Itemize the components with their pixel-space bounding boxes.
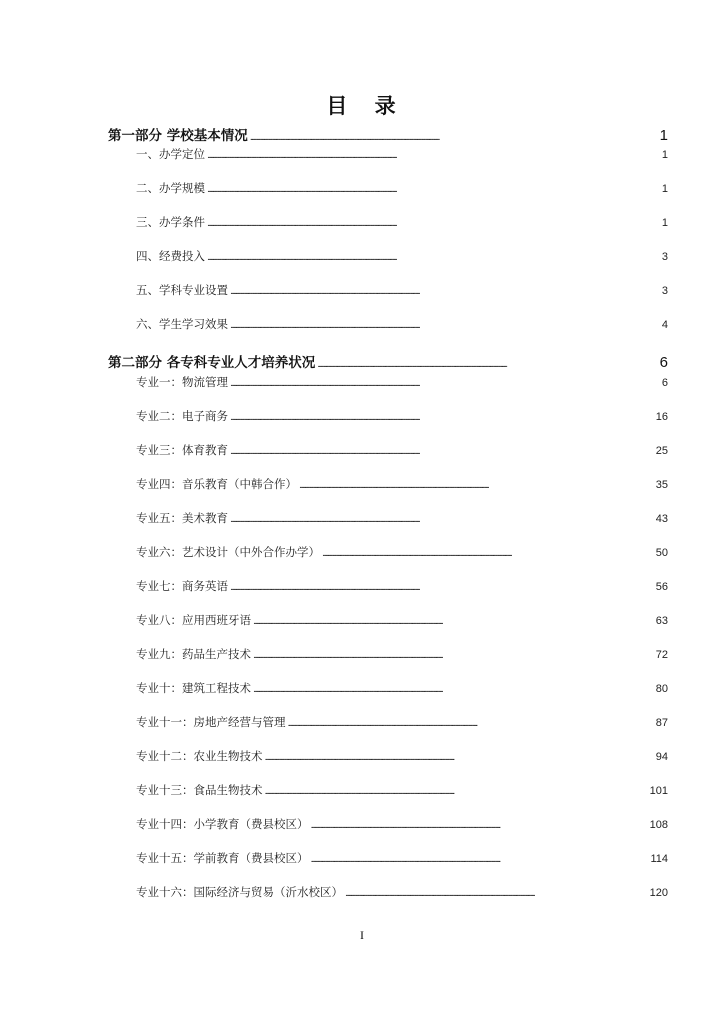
- toc-entry[interactable]: [136, 248, 668, 264]
- toc-entry-page-number: 1: [661, 183, 668, 195]
- toc-entry-page-number: 101: [649, 785, 668, 797]
- toc-entry-page-number: 3: [661, 251, 668, 263]
- toc-entry[interactable]: [136, 884, 668, 900]
- toc-entry-page-number: 3: [661, 285, 668, 297]
- toc-entry[interactable]: [136, 442, 668, 458]
- toc-entry-label: 专业一：物流管理: [136, 375, 228, 389]
- toc-entry-page-number: 43: [655, 513, 668, 525]
- dot-leader: [253, 647, 654, 661]
- toc-entry-page-number: 50: [655, 547, 668, 559]
- dot-leader: [299, 477, 654, 491]
- dot-leader: [253, 613, 654, 627]
- toc-entry[interactable]: [136, 680, 668, 696]
- dot-leader: [250, 128, 658, 144]
- dot-leader: [317, 355, 657, 371]
- toc-entry-page-number: 25: [655, 445, 668, 457]
- page-number-footer: I: [360, 928, 364, 942]
- toc-entry-label: 专业十二：农业生物技术: [136, 749, 263, 763]
- toc-entry-label: 专业十：建筑工程技术: [136, 681, 251, 695]
- toc-entry-page-number: 114: [650, 853, 668, 865]
- toc-entry-label: 专业四：音乐教育（中韩合作）: [136, 477, 297, 491]
- toc-entry-page-number: 63: [655, 615, 668, 627]
- dot-leader: [265, 783, 648, 797]
- toc-title: 目 录: [326, 94, 398, 118]
- toc-entry[interactable]: [136, 282, 668, 298]
- dot-leader: [207, 249, 660, 263]
- dot-leader: [230, 579, 654, 593]
- toc-entry[interactable]: [136, 214, 668, 230]
- toc-entry-page-number: 1: [659, 127, 668, 144]
- toc-entry-label: 专业十一：房地产经营与管理: [136, 715, 286, 729]
- toc-entry-page-number: 120: [649, 887, 668, 899]
- dot-leader: [311, 851, 649, 865]
- toc-entry-page-number: 56: [655, 581, 668, 593]
- toc-entry[interactable]: [136, 782, 668, 798]
- dot-leader: [207, 147, 660, 161]
- toc-entry-page-number: 1: [661, 217, 668, 229]
- toc-entry-page-number: 16: [655, 411, 668, 423]
- dot-leader: [230, 317, 660, 331]
- toc-entry[interactable]: [136, 316, 668, 332]
- toc-entry[interactable]: [136, 476, 668, 492]
- toc-entry-label: 专业十六：国际经济与贸易（沂水校区）: [136, 885, 343, 899]
- toc-entry-label: 专业八：应用西班牙语: [136, 613, 251, 627]
- toc-entry[interactable]: [136, 612, 668, 628]
- dot-leader: [230, 283, 660, 297]
- toc-entry-label: 专业五：美术教育: [136, 511, 228, 525]
- dot-leader: [322, 545, 654, 559]
- dot-leader: [230, 511, 654, 525]
- dot-leader: [230, 375, 660, 389]
- toc-entry-label: 第一部分 学校基本情况: [108, 128, 248, 144]
- dot-leader: [345, 885, 648, 899]
- toc-entry[interactable]: [136, 748, 668, 764]
- toc-part-entry[interactable]: [108, 124, 668, 144]
- toc-entry[interactable]: [136, 816, 668, 832]
- dot-leader: [207, 181, 660, 195]
- toc-entry[interactable]: [136, 714, 668, 730]
- dot-leader: [311, 817, 648, 831]
- toc-entry-label: 第二部分 各专科专业人才培养状况: [108, 355, 316, 371]
- toc-entry[interactable]: [136, 374, 668, 390]
- toc-entry-page-number: 72: [655, 649, 668, 661]
- toc-entry-page-number: 6: [661, 377, 668, 389]
- toc-entry-page-number: 35: [655, 479, 668, 491]
- toc-entry[interactable]: [136, 510, 668, 526]
- toc-entry-label: 二、办学规模: [136, 181, 205, 195]
- dot-leader: [253, 681, 654, 695]
- dot-leader: [265, 749, 654, 763]
- toc-entry[interactable]: [136, 578, 668, 594]
- toc-part-entry[interactable]: [108, 351, 668, 371]
- toc-entry-label: 专业十四：小学教育（费县校区）: [136, 817, 309, 831]
- toc-entry-page-number: 1: [661, 149, 668, 161]
- toc-entry[interactable]: [136, 180, 668, 196]
- toc-entry[interactable]: [136, 850, 668, 866]
- toc-entry[interactable]: [136, 146, 668, 162]
- toc-entry-label: 专业二：电子商务: [136, 409, 228, 423]
- toc-entry-label: 三、办学条件: [136, 215, 205, 229]
- toc-entry-page-number: 6: [659, 354, 668, 371]
- dot-leader: [230, 409, 654, 423]
- toc-entry-label: 专业六：艺术设计（中外合作办学）: [136, 545, 320, 559]
- toc-entry-label: 专业三：体育教育: [136, 443, 228, 457]
- toc-entry-label: 专业十五：学前教育（费县校区）: [136, 851, 309, 865]
- toc-entry-page-number: 108: [649, 819, 668, 831]
- toc-entry-page-number: 80: [655, 683, 668, 695]
- toc-entry[interactable]: [136, 544, 668, 560]
- toc-entry-page-number: 94: [655, 751, 668, 763]
- dot-leader: [230, 443, 654, 457]
- toc-entry[interactable]: [136, 646, 668, 662]
- toc-entry-label: 五、学科专业设置: [136, 283, 228, 297]
- toc-entry-page-number: 4: [661, 319, 668, 331]
- toc-entry-label: 四、经费投入: [136, 249, 205, 263]
- dot-leader: [288, 715, 654, 729]
- toc-entry-label: 专业七：商务英语: [136, 579, 228, 593]
- toc-entry-label: 一、办学定位: [136, 147, 205, 161]
- toc-entry-label: 专业十三：食品生物技术: [136, 783, 263, 797]
- toc-entry-label: 六、学生学习效果: [136, 317, 228, 331]
- dot-leader: [207, 215, 660, 229]
- toc-entry[interactable]: [136, 408, 668, 424]
- toc-entry-label: 专业九：药品生产技术: [136, 647, 251, 661]
- toc-entry-page-number: 87: [655, 717, 668, 729]
